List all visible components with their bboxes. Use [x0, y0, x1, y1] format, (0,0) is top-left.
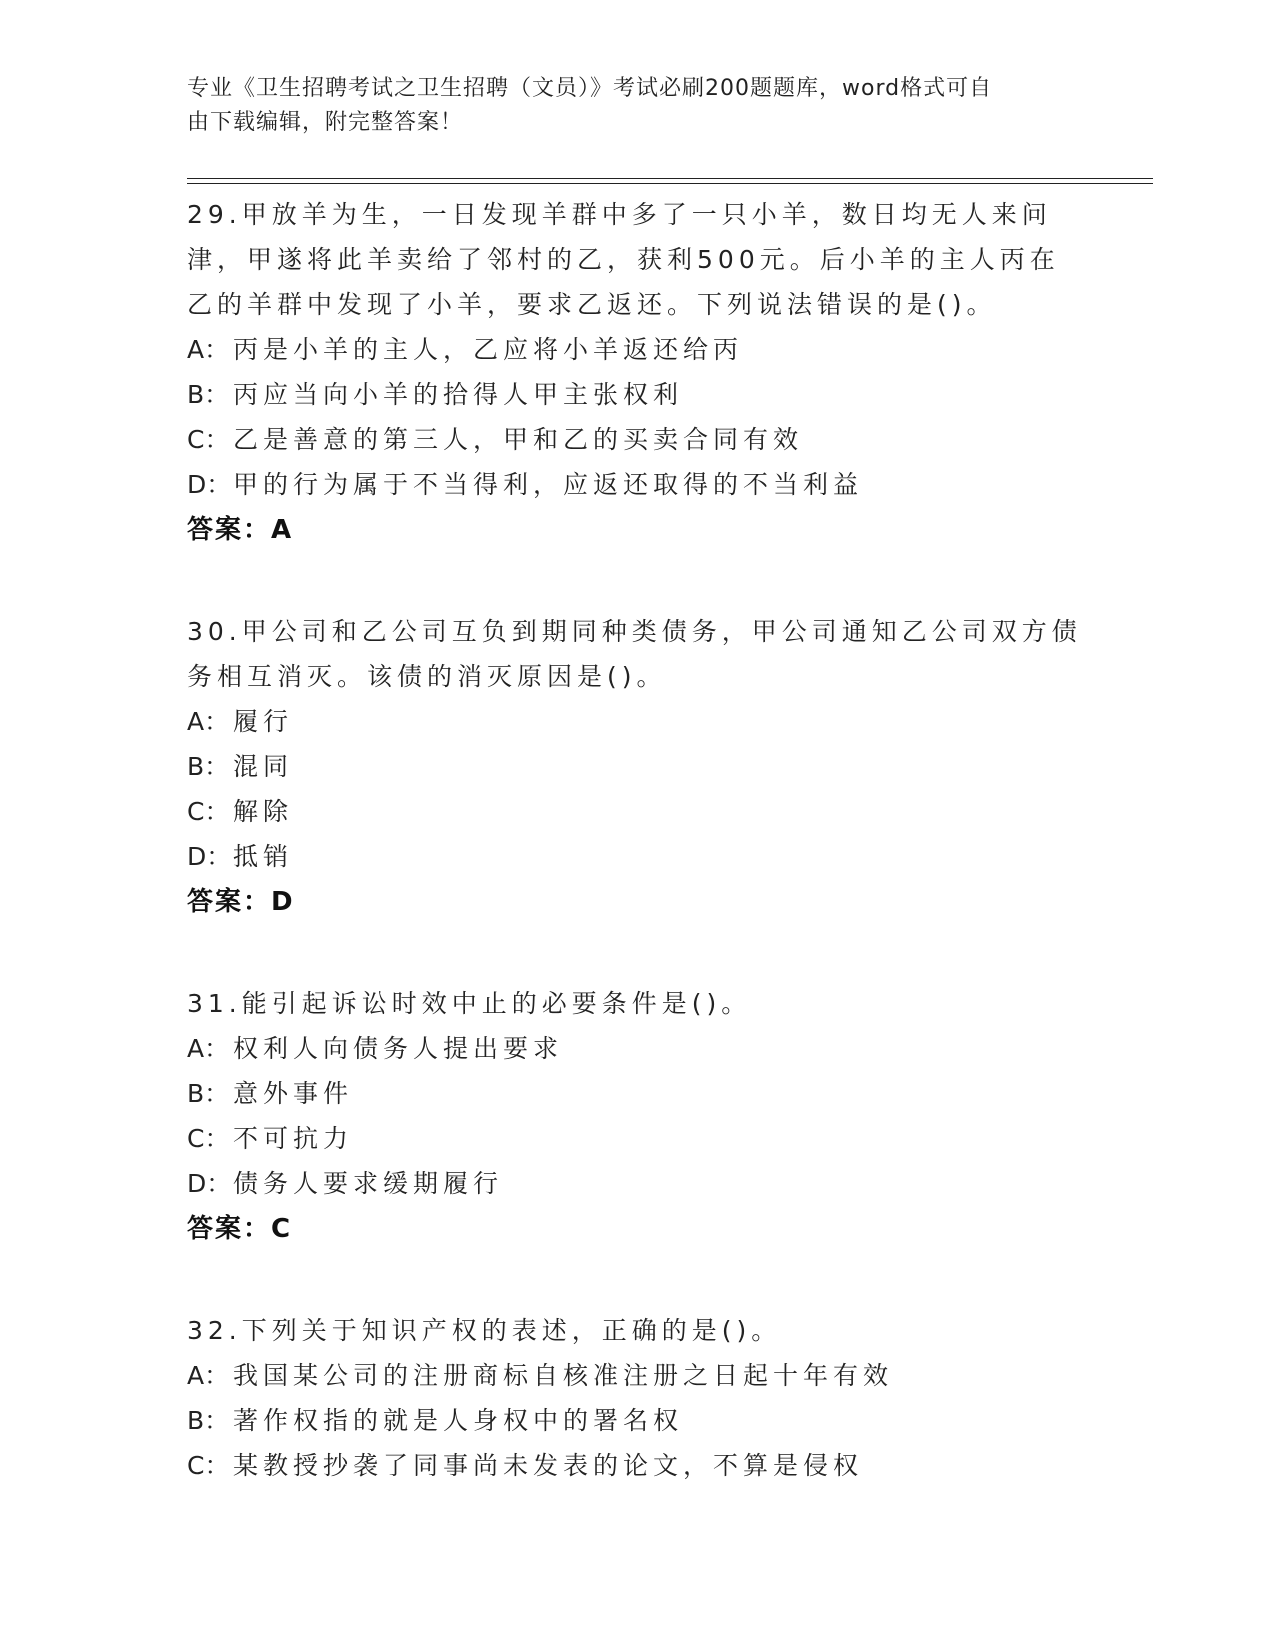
option-text: 甲的行为属于不当得利，应返还取得的不当利益: [233, 470, 864, 499]
option-text: 解除: [233, 797, 294, 826]
question-30: [187, 609, 1087, 925]
question-stem: 30.甲公司和乙公司互负到期同种类债务，甲公司通知乙公司双方债务相互消灭。该债的消灭原因是()。: [187, 617, 1082, 691]
option-text: 抵销: [233, 842, 294, 871]
option-key: A：: [187, 335, 230, 364]
option-a: [187, 699, 1087, 744]
header-line-2: 由下载编辑，附完整答案！: [187, 110, 464, 135]
option-text: 权利人向债务人提出要求: [233, 1034, 564, 1063]
option-text: 债务人要求缓期履行: [233, 1169, 504, 1198]
option-key: A：: [187, 1034, 230, 1063]
option-b: [187, 744, 1087, 789]
option-text: 某教授抄袭了同事尚未发表的论文，不算是侵权: [233, 1451, 864, 1480]
option-key: C：: [187, 425, 230, 454]
option-d: [187, 462, 1087, 507]
document-header: [187, 72, 1067, 140]
option-text: 著作权指的就是人身权中的署名权: [233, 1406, 684, 1435]
option-d: [187, 834, 1087, 879]
option-key: D：: [187, 1169, 232, 1198]
option-b: [187, 1398, 1087, 1443]
option-text: 丙是小羊的主人，乙应将小羊返还给丙: [233, 335, 744, 364]
question-list: [187, 192, 1087, 1544]
question-32: [187, 1308, 1087, 1488]
option-text: 混同: [233, 752, 294, 781]
option-text: 我国某公司的注册商标自核准注册之日起十年有效: [233, 1361, 894, 1390]
option-c: [187, 1116, 1087, 1161]
option-key: B：: [187, 1406, 230, 1435]
option-key: B：: [187, 752, 230, 781]
option-key: B：: [187, 380, 230, 409]
option-a: [187, 1353, 1087, 1398]
option-text: 乙是善意的第三人，甲和乙的买卖合同有效: [233, 425, 804, 454]
answer-line: 答案：C: [187, 1214, 293, 1244]
option-key: D：: [187, 842, 232, 871]
header-line-1: 专业《卫生招聘考试之卫生招聘（文员）》考试必刷200题题库，word格式可自: [187, 76, 993, 101]
option-b: [187, 1071, 1087, 1116]
option-text: 丙应当向小羊的拾得人甲主张权利: [233, 380, 684, 409]
option-key: C：: [187, 1124, 230, 1153]
header-divider-top: [187, 178, 1153, 179]
option-c: [187, 1443, 1087, 1488]
question-31: [187, 981, 1087, 1252]
option-key: C：: [187, 1451, 230, 1480]
option-c: [187, 417, 1087, 462]
option-text: 不可抗力: [233, 1124, 354, 1153]
header-divider-bottom: [187, 183, 1153, 184]
option-a: [187, 1026, 1087, 1071]
question-stem: 31.能引起诉讼时效中止的必要条件是()。: [187, 989, 752, 1018]
option-b: [187, 372, 1087, 417]
option-d: [187, 1161, 1087, 1206]
option-key: C：: [187, 797, 230, 826]
answer-line: 答案：D: [187, 887, 295, 917]
option-c: [187, 789, 1087, 834]
option-key: A：: [187, 1361, 230, 1390]
option-key: A：: [187, 707, 230, 736]
question-stem: 32.下列关于知识产权的表述，正确的是()。: [187, 1316, 782, 1345]
option-text: 意外事件: [233, 1079, 354, 1108]
option-key: D：: [187, 470, 232, 499]
answer-line: 答案：A: [187, 515, 294, 545]
question-stem: 29.甲放羊为生，一日发现羊群中多了一只小羊，数日均无人来问津，甲遂将此羊卖给了邻村的乙，获利500元。后小羊的主人丙在乙的羊群中发现了小羊，要求乙返还。下列说法错误的是()。: [187, 200, 1060, 319]
question-29: [187, 192, 1087, 553]
option-a: [187, 327, 1087, 372]
option-text: 履行: [233, 707, 294, 736]
option-key: B：: [187, 1079, 230, 1108]
